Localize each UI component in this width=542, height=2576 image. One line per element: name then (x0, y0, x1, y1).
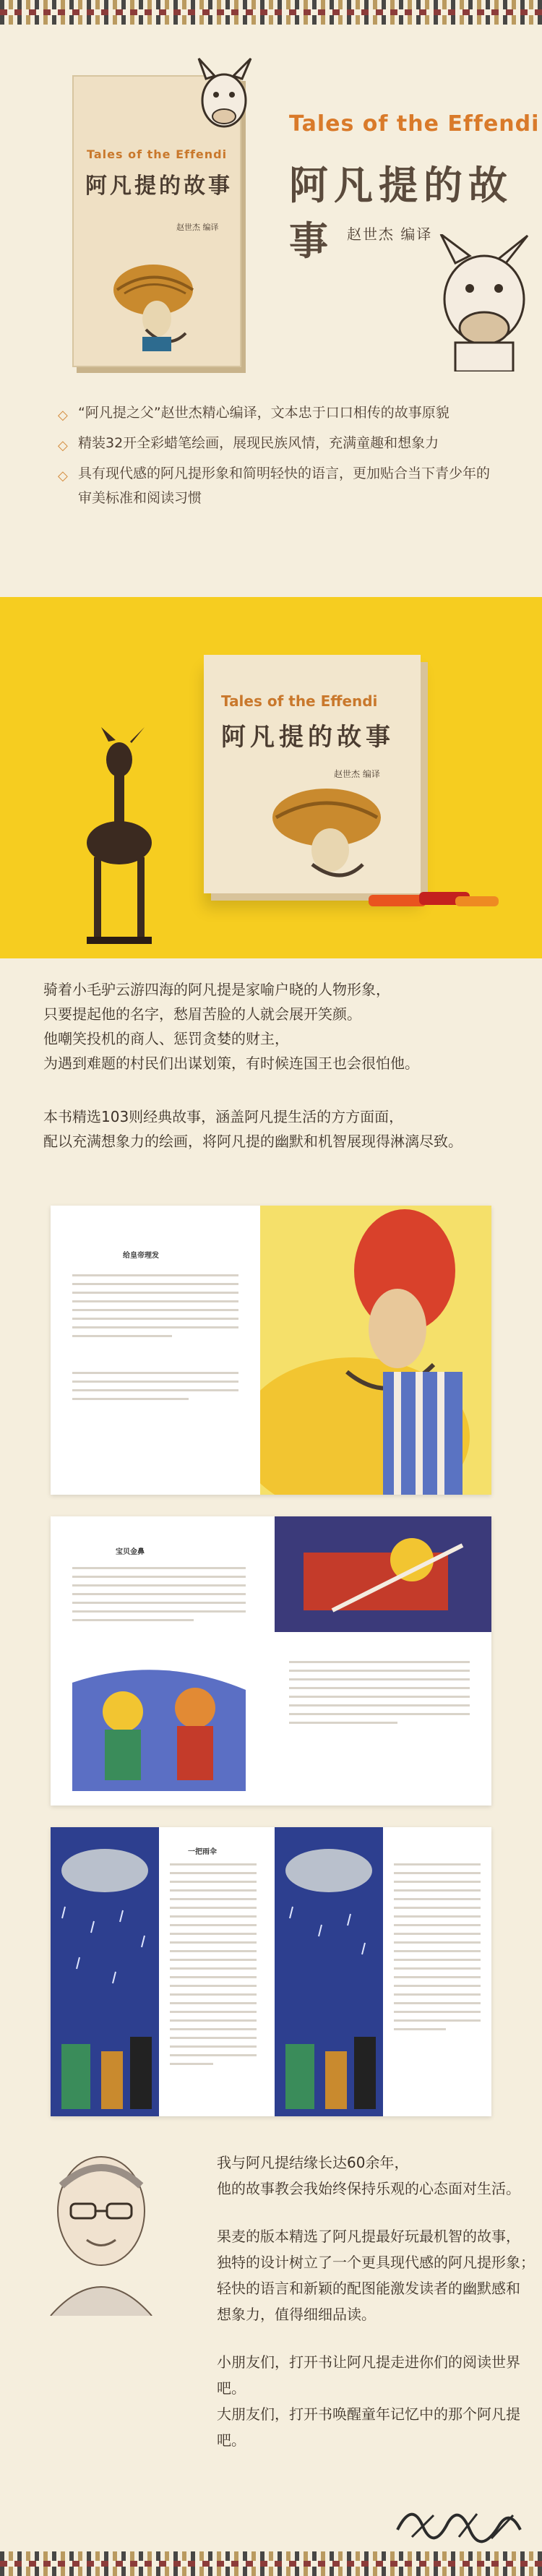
bio-line: 独特的设计树立了一个更具现代感的阿凡提形象； (217, 2254, 535, 2271)
author-portrait (29, 2142, 173, 2316)
feature-item (58, 461, 491, 510)
text-block (394, 1863, 481, 2037)
photo-book-title-en: Tales of the Effendi (221, 692, 378, 710)
cover-author: 赵世杰 编译 (176, 223, 219, 232)
intro-line: 他嘲笑投机的商人、惩罚贪婪的财主， (43, 1030, 289, 1047)
cover-title-en: Tales of the Effendi (87, 147, 228, 161)
decorative-border-top (0, 0, 542, 25)
wooden-donkey-figurine (65, 727, 173, 958)
intro-line: 只要提起他的名字，愁眉苦脸的人就会展开笑颜。 (43, 1005, 361, 1023)
feature-text: “阿凡提之父”赵世杰精心编译，文本忠于口口相传的故事原貌 (78, 405, 449, 421)
translator-bio (29, 2142, 535, 2449)
bio-line: 小朋友们，打开书让阿凡提走进你们的阅读世界吧。 (217, 2353, 520, 2397)
bio-line: 轻快的语言和新颖的配图能激发读者的幽默感和 (217, 2280, 520, 2297)
feature-list (58, 400, 491, 510)
intro-paragraph-1 (43, 977, 513, 1076)
barber-illustration (260, 1206, 491, 1495)
page-spread-3 (51, 1827, 491, 2116)
intro-line: 骑着小毛驴云游四海的阿凡提是家喻户晓的人物形象， (43, 981, 390, 998)
bio-line: 想象力，值得细细品读。 (217, 2306, 376, 2323)
intro-line: 为遇到难题的村民们出谋划策，有时候连国王也会很怕他。 (43, 1055, 419, 1072)
donkey-peek-icon (426, 234, 542, 372)
text-block (72, 1567, 246, 1628)
feature-text: 具有现代感的阿凡提形象和简明轻快的语言，更加贴合当下青少年的审美标准和阅读习惯 (78, 465, 491, 506)
crayons-image (369, 886, 499, 915)
effendi-illustration (103, 250, 211, 351)
photo-book-title-cn: 阿凡提的故事 (221, 723, 395, 752)
book-title-en: Tales of the Effendi (289, 111, 540, 137)
feature-item (58, 431, 491, 455)
table-illustration (275, 1516, 491, 1632)
feature-item (58, 400, 491, 425)
spread-page-title: 宝贝金鼻 (116, 1548, 145, 1556)
spread-page-title: 给皇帝理发 (123, 1252, 159, 1260)
spread-page-title: 一把雨伞 (188, 1848, 217, 1856)
intro-line: 本书精选103则经典故事，涵盖阿凡提生活的方方面面， (43, 1108, 404, 1125)
feature-text: 精装32开全彩蜡笔绘画，展现民族风情，充满童趣和想象力 (78, 435, 439, 451)
text-block (170, 1863, 257, 2071)
intro-paragraph-2 (43, 1104, 513, 1154)
donkey-head-icon (184, 57, 264, 137)
bio-text (217, 2150, 535, 2453)
text-block (289, 1661, 470, 1730)
diamond-bullet-icon: ◇ (58, 468, 68, 484)
effendi-illustration (254, 778, 399, 886)
author-signature (390, 2494, 528, 2551)
rain-illustration (51, 1827, 159, 2116)
book-photo (204, 655, 421, 893)
text-block (72, 1372, 238, 1407)
text-block (72, 1274, 238, 1344)
page-spread-2 (51, 1516, 491, 1806)
page-spread-1 (51, 1206, 491, 1495)
intro-line: 配以充满想象力的绘画，将阿凡提的幽默和机智展现得淋漓尽致。 (43, 1133, 463, 1150)
intro-text (43, 977, 513, 1154)
photo-book-author: 赵世杰 编译 (334, 769, 380, 779)
bio-line: 我与阿凡提结缘长达60余年， (217, 2154, 409, 2171)
book-credit: 赵世杰 编译 (347, 226, 433, 243)
hero-section (0, 25, 542, 506)
diamond-bullet-icon: ◇ (58, 408, 68, 423)
book-title-cn: 阿凡提的故事 (289, 163, 513, 264)
diamond-bullet-icon: ◇ (58, 438, 68, 453)
product-photo (0, 597, 542, 958)
bio-line: 果麦的版本精选了阿凡提最好玩最机智的故事， (217, 2228, 520, 2245)
decorative-border-bottom (0, 2551, 542, 2576)
bio-line: 他的故事教会我始终保持乐观的心态面对生活。 (217, 2180, 520, 2197)
cover-title-cn: 阿凡提的故事 (85, 173, 233, 199)
rain-illustration (275, 1827, 383, 2116)
bio-line: 大朋友们，打开书唤醒童年记忆中的那个阿凡提吧。 (217, 2405, 520, 2449)
villagers-illustration (65, 1654, 253, 1798)
